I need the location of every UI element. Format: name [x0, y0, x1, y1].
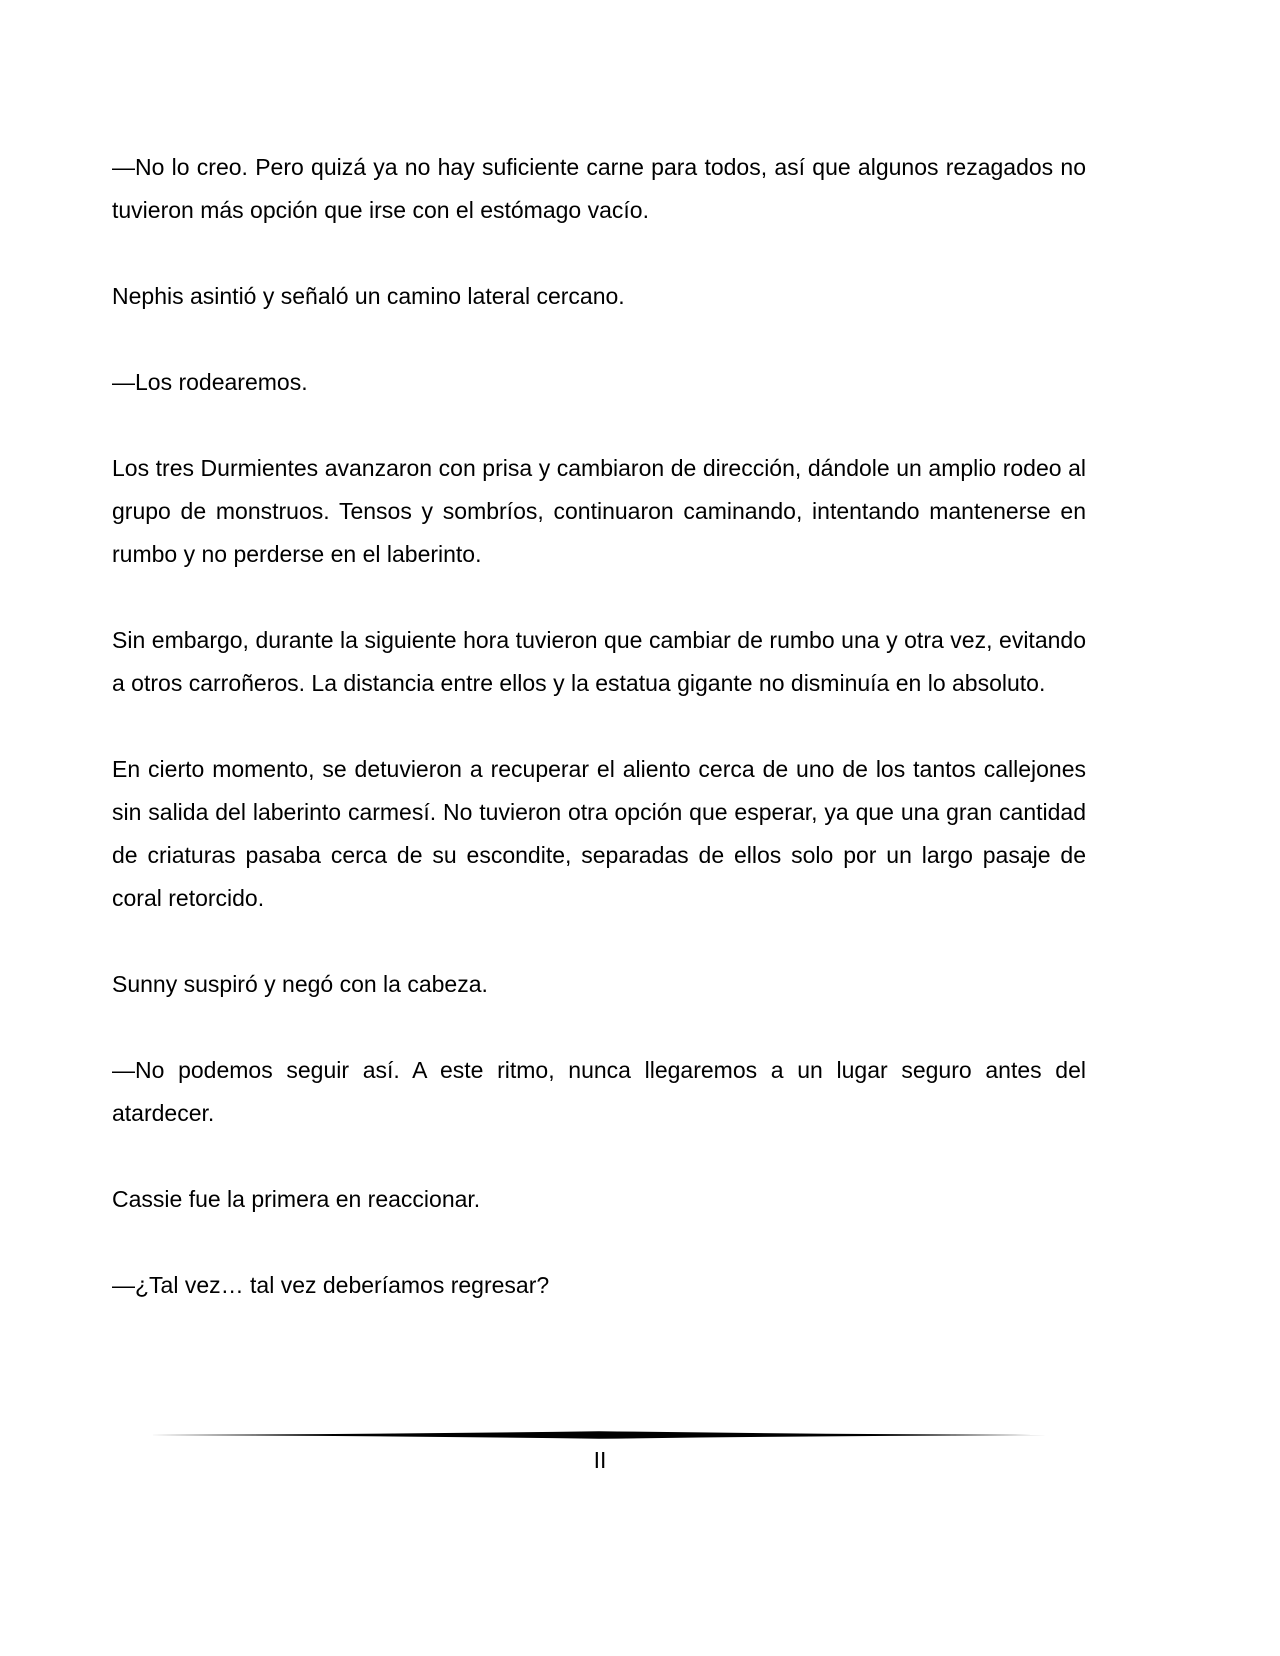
paragraph-4: Los tres Durmientes avanzaron con prisa y cambiaron de dirección, dándole un amplio rodeo al grupo de monstruos. Tensos y sombríos, continuaron caminando, intentando mantenerse en rumbo y no perderse en el laberinto.: [112, 455, 1086, 567]
paragraph-7: Sunny suspiró y negó con la cabeza.: [112, 971, 488, 997]
paragraph-8: —No podemos seguir así. A este ritmo, nunca llegaremos a un lugar seguro antes del atardecer.: [112, 1057, 1086, 1126]
paragraph-9: Cassie fue la primera en reaccionar.: [112, 1186, 481, 1212]
paragraph-1: —No lo creo. Pero quizá ya no hay suficiente carne para todos, así que algunos rezagados no tuvieron más opción que irse con el estómago vacío.: [112, 154, 1086, 223]
paragraph-3: —Los rodearemos.: [112, 369, 308, 395]
paragraph-10: —¿Tal vez… tal vez deberíamos regresar?: [112, 1272, 550, 1298]
paragraph-5: Sin embargo, durante la siguiente hora tuvieron que cambiar de rumbo una y otra vez, evitando a otros carroñeros. La distancia entre ellos y la estatua gigante no disminuía en lo absoluto.: [112, 627, 1086, 696]
paragraph-2: Nephis asintió y señaló un camino lateral cercano.: [112, 283, 625, 309]
page-number: II: [593, 1447, 607, 1473]
paragraph-6: En cierto momento, se detuvieron a recuperar el aliento cerca de uno de los tantos callejones sin salida del laberinto carmesí. No tuvieron otra opción que esperar, ya que una gran cantidad de criaturas pasaba cerca de su escondite, separadas de ellos solo por un largo pasaje de coral retorcido.: [112, 756, 1086, 911]
body-text: [112, 146, 1086, 1350]
footer-divider: [150, 1430, 1048, 1440]
